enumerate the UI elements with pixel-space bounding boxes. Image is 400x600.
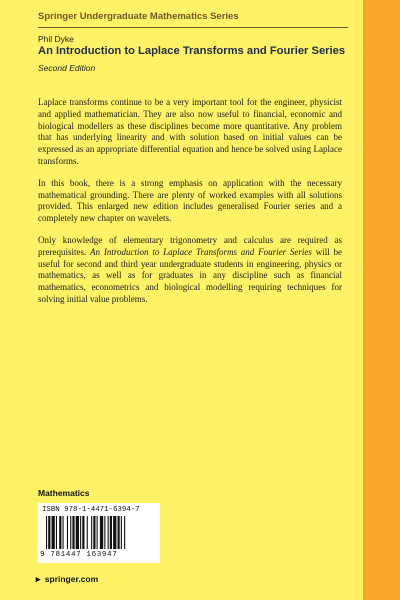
description-paragraph-1: Laplace transforms continue to be a very important tool for the engineer, physicist and applied mathematician. They are also now useful to financial, economic and biological modellers as these disciplines become more quantitative. Any problem that has underlying linearity and with solution based on initial values can be expressed as an appropriate differential equation and hence be solved using Laplace transforms. bbox=[38, 97, 342, 166]
barcode-bar bbox=[104, 516, 105, 549]
description bbox=[38, 97, 342, 316]
barcode-digits: 9 781447 163947 bbox=[40, 551, 118, 559]
paragraph-3-rest: will be useful for second and third year undergraduate students in engineering, physics or mathematics, as well as for graduates in any discipline such as financial mathematics, econometrics and biological modelling requiring techniques for solving initial value problems. bbox=[38, 246, 343, 304]
description-paragraph-3 bbox=[38, 235, 342, 306]
paragraph-3-lead: Only knowledge of elementary trigonometry and calculus are required as prerequisites. bbox=[38, 234, 342, 257]
barcode-bar bbox=[113, 516, 116, 549]
edition-label: Second Edition bbox=[38, 63, 96, 73]
series-title: Springer Undergraduate Mathematics Series bbox=[38, 11, 239, 22]
barcode-bar bbox=[46, 516, 47, 549]
isbn-number: ISBN 978-1-4471-6394-7 bbox=[42, 506, 140, 514]
barcode-bar bbox=[70, 516, 71, 549]
barcode-bar bbox=[56, 516, 57, 549]
barcode-bar bbox=[80, 516, 81, 549]
barcode-bar bbox=[67, 516, 68, 549]
barcode-bar bbox=[124, 516, 125, 549]
book-title: An Introduction to Laplace Transforms and Fourier Series bbox=[38, 45, 346, 57]
orange-side-stripe bbox=[363, 0, 400, 600]
description-paragraph-2: In this book, there is a strong emphasis on application with the necessary mathematical grounding. There are plenty of worked examples with all solutions provided. This enlarged new edition includes generalised Fourier series and a completely new chapter on wavelets. bbox=[38, 177, 342, 224]
series-divider bbox=[38, 27, 348, 28]
barcode-bar bbox=[52, 516, 55, 549]
author-name: Phil Dyke bbox=[38, 34, 74, 44]
barcode-bar bbox=[72, 516, 74, 549]
barcode-bar bbox=[63, 516, 64, 549]
springer-website: ► springer.com bbox=[34, 574, 99, 584]
barcode-bar bbox=[76, 516, 79, 549]
barcode-panel bbox=[38, 503, 160, 563]
barcode-bar bbox=[91, 516, 92, 549]
barcode-bar bbox=[93, 516, 95, 549]
barcode-image bbox=[38, 516, 160, 550]
barcode-bar bbox=[87, 516, 88, 549]
barcode-bar bbox=[108, 516, 109, 549]
barcode-bar bbox=[82, 516, 84, 549]
barcode-bar bbox=[59, 516, 61, 549]
barcode-bar bbox=[97, 516, 98, 549]
barcode-bar bbox=[121, 516, 122, 549]
barcode-bar bbox=[100, 516, 103, 549]
subject-label: Mathematics bbox=[38, 488, 90, 498]
barcode-bar bbox=[48, 516, 50, 549]
barcode-bar bbox=[110, 516, 112, 549]
barcode-bar bbox=[118, 516, 120, 549]
paragraph-3-book-title: An Introduction to Laplace Transforms and Fourier Series bbox=[90, 246, 312, 257]
